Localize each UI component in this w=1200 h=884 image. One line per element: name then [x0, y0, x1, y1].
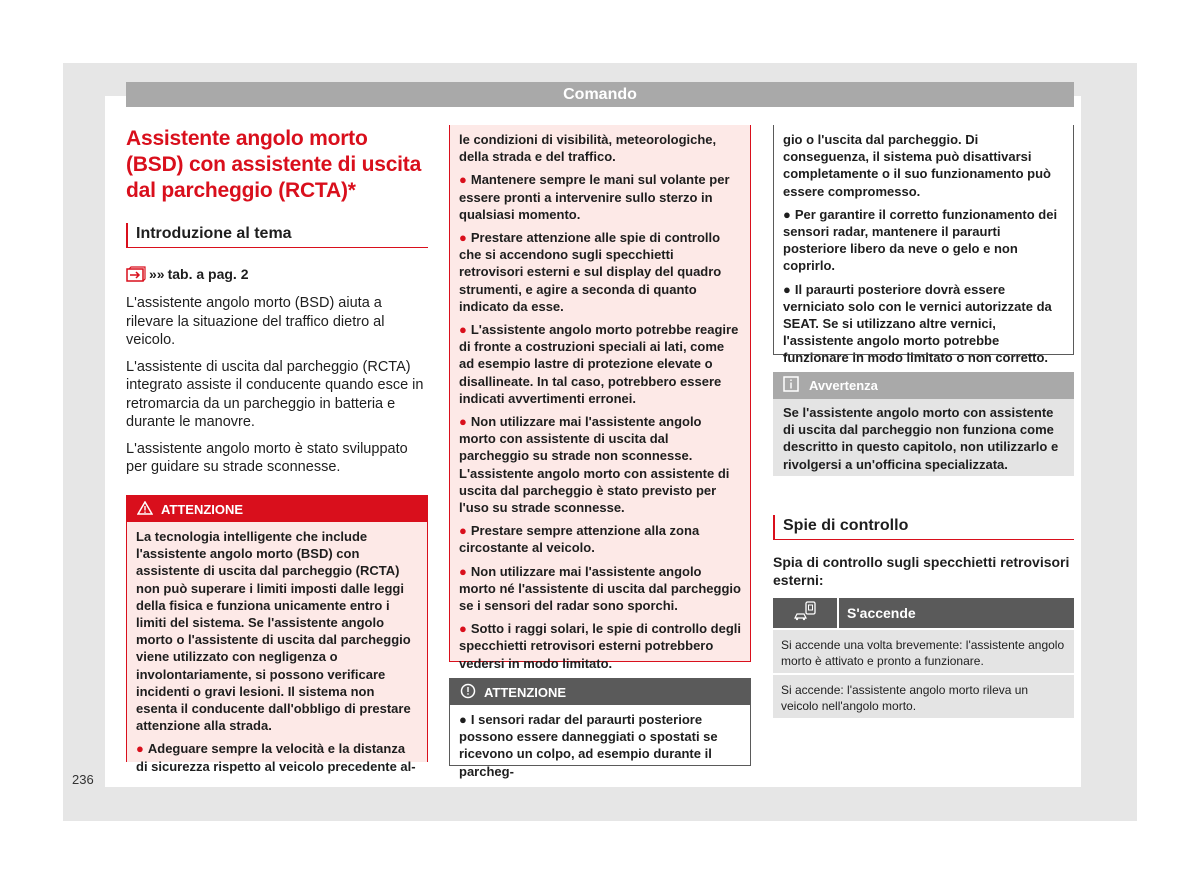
bullet-icon: ●	[783, 281, 791, 297]
warning-body	[127, 522, 427, 775]
intro-paragraph: L'assistente angolo morto è stato sviluppato per guidare su strade sconnesse.	[126, 440, 408, 475]
mirror-blind-spot-icon	[791, 601, 819, 626]
section-heading-introduction: Introduzione al tema	[126, 223, 428, 248]
warning-bullet: ● Il paraurti posteriore dovrà essere verniciato solo con le vernici autorizzate da SEAT. Se si utilizzano altre vernici, l'assistente angolo morto potrebbe funzionare in modo limitato o non corretto.	[783, 281, 1052, 366]
section-heading-indicators: Spie di controllo	[773, 515, 1074, 540]
subheading-mirror-indicator: Spia di controllo sugli specchietti retrovisori esterni:	[773, 554, 1070, 588]
bullet-icon: ●	[459, 172, 467, 188]
intro-paragraph: L'assistente di uscita dal parcheggio (RCTA) integrato assiste il conducente quando esce in retromarcia da un parcheggio in batteria e durante le manovre.	[126, 358, 424, 430]
bullet-icon: ●	[136, 741, 144, 757]
book-icon	[126, 266, 146, 282]
warning-box	[126, 495, 428, 774]
warning-paragraph: La tecnologia intelligente che include l'assistente angolo morto (BSD) con assistente di uscita dal parcheggio (RCTA) non può superare i limiti imposti dalle leggi della fisica e funziona unicamente entro i limiti del sistema. Se l'assistente angolo morto o l'assistente di uscita dal parcheggio viene utilizzato con negligenza o involontariamente, si possono verificare incidenti o gravi lesioni. Il sistema non esenta il conducente dall'obbligo di prestare attenzione alla strada.	[136, 529, 411, 734]
warning-header	[127, 496, 427, 522]
note-box	[773, 372, 1074, 476]
bullet-icon: ●	[459, 621, 467, 637]
bullet-icon: ●	[459, 563, 467, 579]
warning-triangle-icon	[137, 501, 153, 518]
bullet-icon: ●	[459, 712, 467, 727]
table-reference-link[interactable]	[126, 266, 249, 282]
warning-title: ATTENZIONE	[484, 684, 567, 700]
table-header-icon-cell	[773, 598, 837, 628]
chapter-header: Comando	[126, 82, 1074, 107]
warning-body	[450, 705, 750, 780]
warning-bullet: ● Mantenere sempre le mani sul volante per essere pronti a intervenire sullo sterzo in qualsiasi momento.	[459, 172, 730, 222]
warning-box-2	[449, 678, 751, 779]
note-text: Se l'assistente angolo morto con assistente di uscita dal parcheggio non funziona come descritto in questo capitolo, non utilizzarlo e rivolgersi a un'officina specializzata.	[783, 405, 1059, 472]
bullet-icon: ●	[459, 523, 467, 539]
warning-bullet: ● Sotto i raggi solari, le spie di controllo degli specchietti retrovisori esterni potrebbero vedersi in modo limitato.	[459, 621, 742, 671]
warning-bullet: ● Non utilizzare mai l'assistente angolo morto né l'assistente di uscita dal parcheggio se i sensori del radar sono sporchi.	[459, 563, 741, 614]
warning-bullet: ● Prestare attenzione alle spie di controllo che si accendono sugli specchietti retrovisori esterni e sul display del quadro strumenti, e agire a seconda di quanto indicato da esse.	[459, 230, 722, 314]
warning-bullet: ● Non utilizzare mai l'assistente angolo morto con assistente di uscita dal parcheggio su strade non sconnesse. L'assistente angolo morto con assistente di uscita dal parcheggio è stato previsto per l'uso su strade sconnesse.	[459, 414, 730, 516]
info-circle-icon	[460, 683, 476, 702]
intro-text	[126, 294, 428, 485]
warning-bullet: ● L'assistente angolo morto potrebbe reagire di fronte a costruzioni speciali ai lati, come ad esempio lastre di protezione elevate o disallineate. In tal caso, potrebbero essere indicati avvertimenti erronei.	[459, 322, 739, 406]
arrow-marker: »»	[149, 266, 165, 282]
warning-body	[774, 125, 1073, 367]
page-number: 236	[72, 772, 94, 787]
bullet-icon: ●	[459, 414, 467, 430]
table-header-label: S'accende	[837, 598, 1074, 628]
warning-bullet: ● Adeguare sempre la velocità e la distanza di sicurezza rispetto al veicolo precedente al-	[136, 741, 416, 774]
table-reference-text: tab. a pag. 2	[167, 266, 249, 282]
table-row: Si accende: l'assistente angolo morto rileva un veicolo nell'angolo morto.	[773, 675, 1074, 718]
note-title: Avvertenza	[809, 378, 878, 393]
page-title: Assistente angolo morto (BSD) con assistente di uscita dal parcheggio (RCTA)*	[126, 127, 422, 202]
warning-box-continued	[449, 125, 751, 671]
warning-bullet: ● Per garantire il corretto funzionamento dei sensori radar, mantenere il paraurti posteriore libero da neve o gelo e non coprirlo.	[783, 206, 1058, 274]
warning-paragraph: le condizioni di visibilità, meteorologiche, della strada e del traffico.	[459, 132, 717, 165]
bullet-icon: ●	[459, 322, 467, 338]
warning-box-2-continued	[773, 125, 1074, 366]
warning-bullet: ● Prestare sempre attenzione alla zona circostante al veicolo.	[459, 523, 700, 556]
bullet-icon: ●	[459, 230, 467, 246]
intro-paragraph: L'assistente angolo morto (BSD) aiuta a rilevare la situazione del traffico dietro al veicolo.	[126, 295, 385, 348]
note-header	[773, 372, 1074, 399]
warning-body	[450, 125, 750, 672]
info-square-icon	[783, 376, 799, 395]
warning-paragraph: gio o l'uscita dal parcheggio. Di conseguenza, il sistema può disattivarsi completamente o il suo funzionamento può essere compromesso.	[783, 132, 1051, 199]
table-row: Si accende una volta brevemente: l'assistente angolo morto è attivato e pronto a funzionare.	[773, 630, 1074, 673]
indicator-table	[773, 598, 1074, 718]
bullet-icon: ●	[783, 206, 791, 222]
warning-header	[450, 679, 750, 705]
warning-title: ATTENZIONE	[161, 501, 244, 517]
warning-bullet: ● I sensori radar del paraurti posteriore possono essere danneggiati o spostati se ricevono un colpo, ad esempio durante il parcheg-	[459, 712, 718, 779]
table-header	[773, 598, 1074, 628]
